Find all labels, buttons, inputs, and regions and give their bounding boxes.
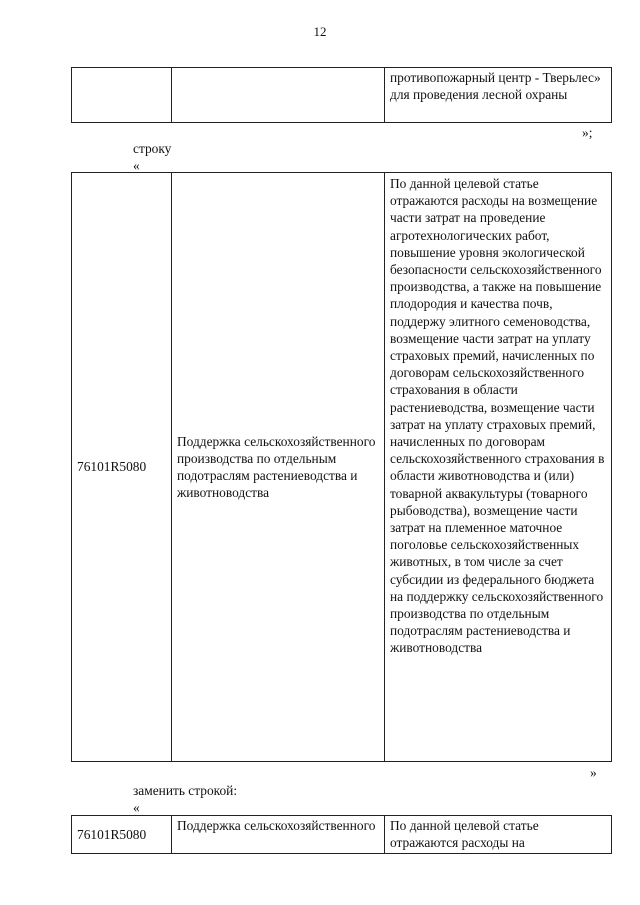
closing-quote-semicolon: »; — [582, 125, 593, 140]
table-top-fragment — [71, 67, 612, 123]
table-cell-code: 76101R5080 — [72, 816, 172, 854]
opening-quote-2: « — [133, 800, 140, 815]
table-cell-name: Поддержка сельскохозяйственного — [172, 816, 385, 854]
page-number: 12 — [313, 24, 327, 39]
label-stroku: строку — [133, 141, 172, 156]
label-replace: заменить строкой: — [133, 783, 238, 798]
table-cell-code: 76101R5080 — [72, 173, 172, 762]
table-row — [72, 68, 612, 123]
table-main-row — [71, 172, 612, 762]
table-cell-name — [172, 68, 385, 123]
table-bottom-fragment — [71, 815, 612, 854]
table-cell-description: противопожарный центр - Тверьлес» для проведения лесной охраны — [385, 68, 612, 123]
table-cell-description: По данной целевой статье отражаются расходы на — [385, 816, 612, 854]
opening-quote: « — [133, 158, 140, 173]
table-cell-code — [72, 68, 172, 123]
table-row — [72, 173, 612, 762]
closing-quote: » — [590, 765, 597, 780]
table-cell-name: Поддержка сельскохозяйственного производства по отдельным подотраслям растениеводства и животноводства — [172, 173, 385, 762]
table-cell-description: По данной целевой статье отражаются расходы на возмещение части затрат на проведение агротехнологических работ, повышение уровня экологической безопасности сельскохозяйственного производства, а также на повышение плодородия и качества почв, поддержу элитного семеноводства, возмещение части затрат на уплату страховых премий, начисленных по договорам сельскохозяйственного страхования в области растениеводства, возмещение части затрат на уплату страховых премий, начисленных по договорам сельскохозяйственного страхования в области животноводства и (или) товарной аквакультуры (товарного рыбоводства), возмещение части затрат на племенное маточное поголовье сельскохозяйственных животных, в том числе за счет субсидии из федерального бюджета на поддержку сельскохозяйственного производства по отдельным подотраслям растениеводства и животноводства — [385, 173, 612, 762]
table-row — [72, 816, 612, 854]
